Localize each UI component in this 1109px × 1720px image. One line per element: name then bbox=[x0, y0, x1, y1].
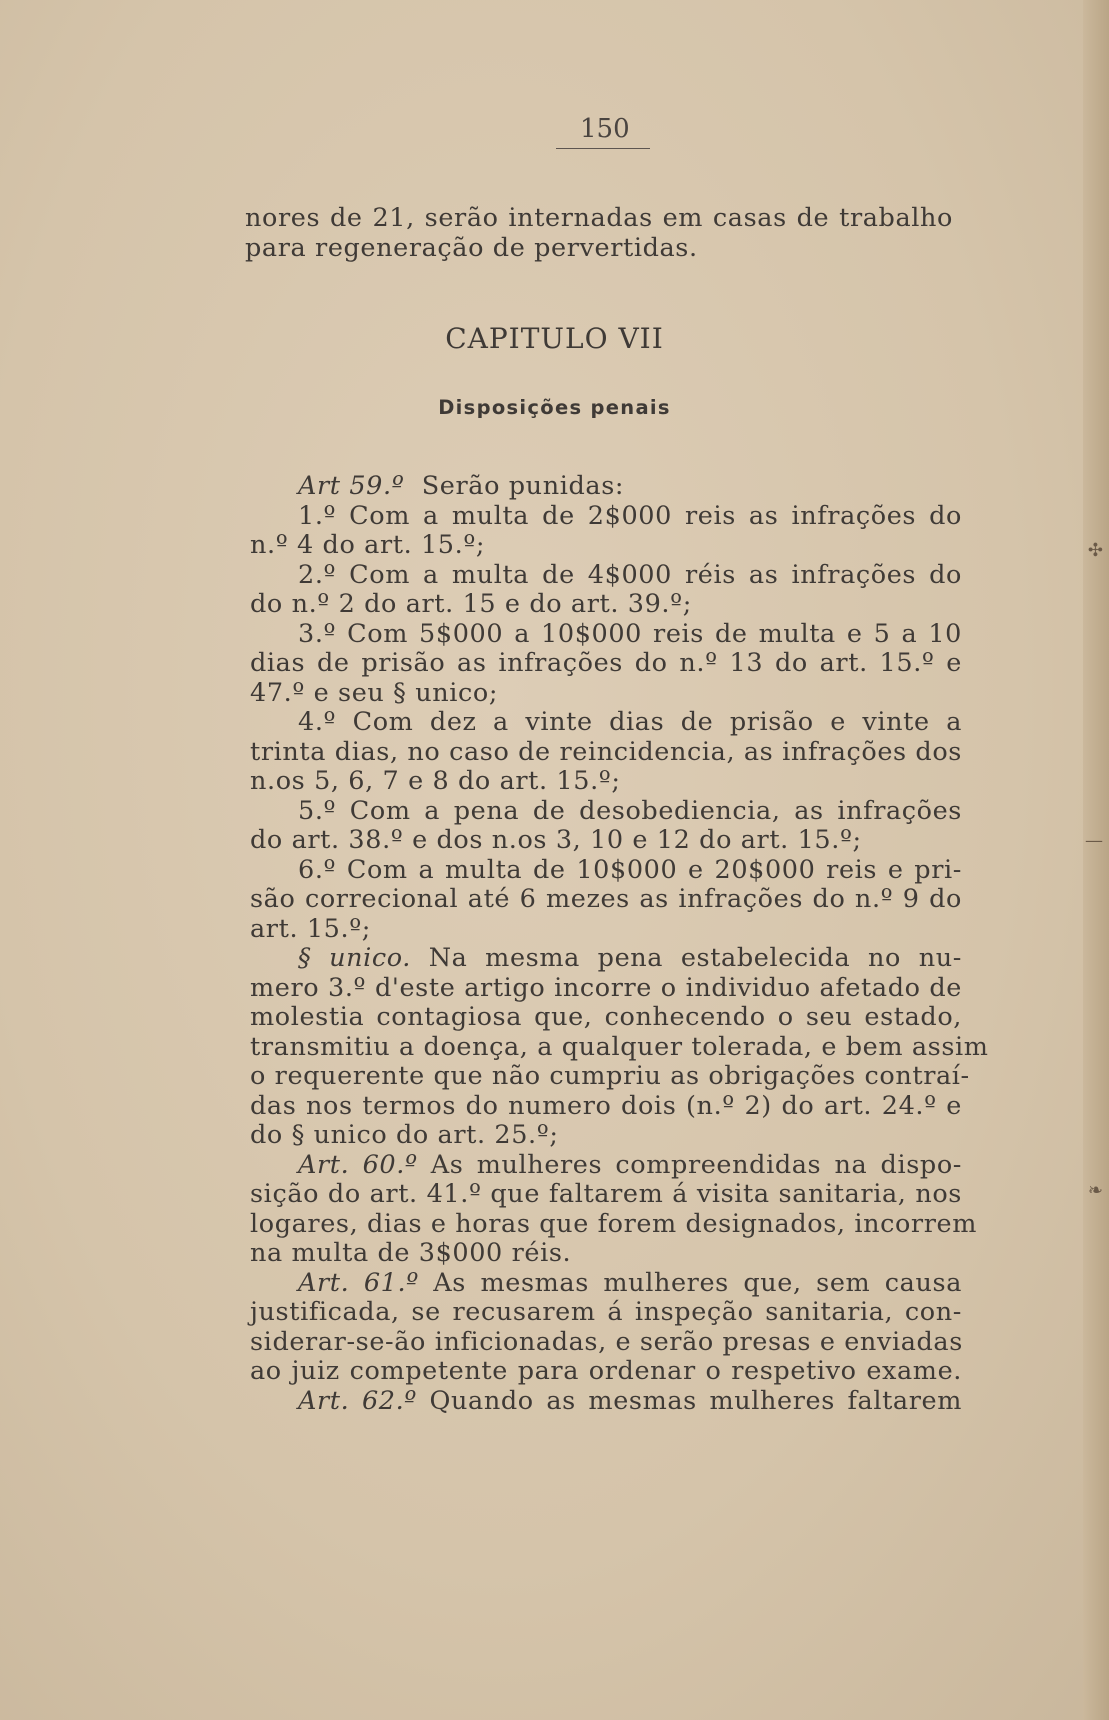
article-60-first-line bbox=[250, 1151, 962, 1181]
unico-line: transmitiu a doença, a qualquer tolerada, e bem assim bbox=[250, 1031, 989, 1062]
item-4-line: n.os 5, 6, 7 e 8 do art. 15.º; bbox=[250, 766, 621, 796]
item-6-line: 6.º Com a multa de 10$000 e 20$000 reis e pri- bbox=[298, 854, 962, 885]
text-line: para regeneração de pervertidas. bbox=[245, 232, 698, 263]
unico-line: o requerente que não cumpriu as obrigações contraí- bbox=[250, 1061, 970, 1091]
item-3-line: 3.º Com 5$000 a 10$000 reis de multa e 5 a 10 bbox=[298, 618, 962, 649]
item-3-line: 47.º e seu § unico; bbox=[250, 677, 499, 708]
item-6-line: art. 15.º; bbox=[250, 913, 371, 944]
unico-first-text: Na mesma pena estabelecida no nu- bbox=[428, 943, 962, 973]
item-1-line: n.º 4 do art. 15.º; bbox=[250, 530, 486, 560]
page-edge bbox=[1083, 0, 1109, 1720]
item-5-line: do art. 38.º e dos n.os 3, 10 e 12 do art. 15.º; bbox=[250, 825, 862, 855]
article-60-first-text: As mulheres compreendidas na dispo- bbox=[430, 1149, 962, 1180]
item-3-line: dias de prisão as infrações do n.º 13 do art. 15.º e bbox=[250, 648, 962, 678]
article-head-text: Serão punidas: bbox=[421, 471, 625, 501]
unico-first-line bbox=[250, 944, 962, 974]
article-60-line: logares, dias e horas que forem designados, incorrem bbox=[250, 1208, 977, 1239]
margin-stain-icon: — bbox=[1085, 830, 1103, 851]
item-1-line: 1.º Com a multa de 2$000 reis as infrações do bbox=[298, 500, 962, 531]
unico-line: mero 3.º d'este artigo incorre o individuo afetado de bbox=[250, 972, 962, 1003]
article-label: Art. 60.º bbox=[298, 1149, 418, 1180]
article-label: Art 59.º bbox=[298, 471, 405, 501]
item-4-line: trinta dias, no caso de reincidencia, as infrações dos bbox=[250, 736, 962, 767]
page-number: 150 bbox=[580, 114, 630, 144]
text-line: nores de 21, serão internadas em casas de trabalho bbox=[245, 203, 953, 233]
article-62-first-line bbox=[250, 1387, 962, 1417]
article-61-line: siderar-se-ão inficionadas, e serão presas e enviadas bbox=[250, 1326, 963, 1357]
item-6-line: são correcional até 6 mezes as infrações do n.º 9 do bbox=[250, 884, 962, 914]
article-60-line: na multa de 3$000 réis. bbox=[250, 1238, 572, 1268]
item-4-line: 4.º Com dez a vinte dias de prisão e vinte a bbox=[298, 707, 962, 737]
section-title: Disposições penais bbox=[438, 396, 671, 419]
article-61-first-line bbox=[250, 1269, 962, 1299]
unico-label: § unico. bbox=[298, 943, 411, 973]
unico-line: do § unico do art. 25.º; bbox=[250, 1120, 559, 1150]
article-59 bbox=[250, 471, 989, 1416]
item-5-line: 5.º Com a pena de desobediencia, as infrações bbox=[298, 795, 962, 826]
article-heading bbox=[250, 472, 962, 502]
article-61-line: justificada, se recusarem á inspeção sanitaria, con- bbox=[250, 1297, 962, 1327]
page-number-rule bbox=[556, 148, 650, 149]
chapter-title: CAPITULO VII bbox=[445, 322, 664, 355]
margin-stain-icon: ❧ bbox=[1087, 1180, 1103, 1201]
article-61-line: ao juiz competente para ordenar o respetivo exame. bbox=[250, 1356, 962, 1386]
unico-line: molestia contagiosa que, conhecendo o seu estado, bbox=[250, 1002, 962, 1032]
unico-line: das nos termos do numero dois (n.º 2) do art. 24.º e bbox=[250, 1090, 962, 1121]
margin-stain-icon: ✣ bbox=[1087, 540, 1103, 561]
item-2-line: 2.º Com a multa de 4$000 réis as infrações do bbox=[298, 559, 962, 590]
article-62-first-text: Quando as mesmas mulheres faltarem bbox=[429, 1385, 962, 1416]
article-61-first-text: As mesmas mulheres que, sem causa bbox=[433, 1267, 962, 1298]
article-label: Art. 61.º bbox=[298, 1267, 419, 1298]
article-label: Art. 62.º bbox=[298, 1385, 417, 1416]
intro-paragraph bbox=[245, 204, 953, 263]
article-60-line: sição do art. 41.º que faltarem á visita sanitaria, nos bbox=[250, 1179, 962, 1209]
item-2-line: do n.º 2 do art. 15 e do art. 39.º; bbox=[250, 589, 692, 619]
